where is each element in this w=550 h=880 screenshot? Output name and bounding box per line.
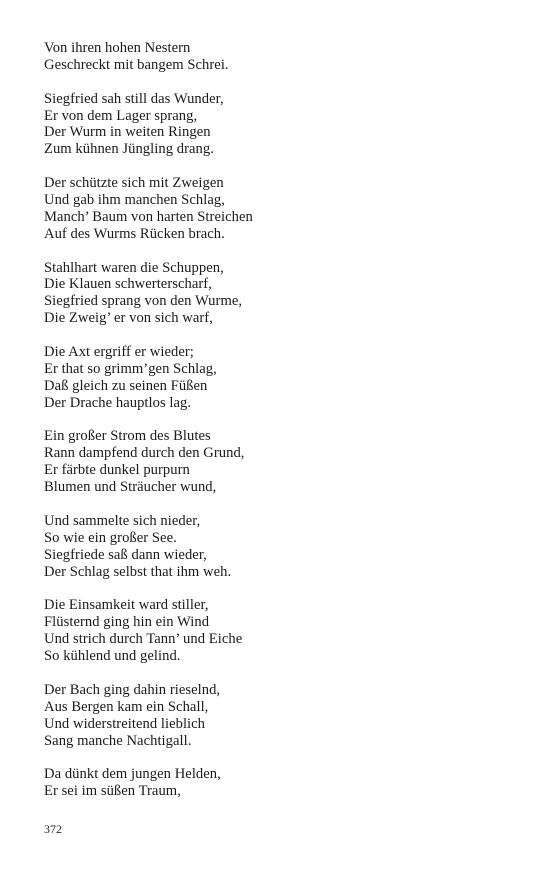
stanza-5 — [44, 344, 524, 412]
poem-line: Die Axt ergriff er wieder; — [44, 344, 194, 361]
poem-line: Da dünkt dem jungen Helden, — [44, 766, 221, 783]
poem-line: Der Drache hauptlos lag. — [44, 394, 192, 411]
poem-line: Sang manche Nachtigall. — [44, 732, 192, 749]
poem-line: Der Bach ging dahin rieselnd, — [44, 681, 221, 698]
poem-line: Er von dem Lager sprang, — [44, 107, 198, 124]
poem-line: Und strich durch Tann’ und Eiche — [44, 631, 243, 648]
stanza-9 — [44, 682, 524, 750]
poem-line: Die Klauen schwerterscharf, — [44, 276, 212, 293]
poem-line: So kühlend und gelind. — [44, 648, 181, 665]
poem-line: Siegfried sah still das Wunder, — [44, 90, 224, 107]
poem-line: Manch’ Baum von harten Streichen — [44, 208, 253, 225]
poem-line: Siegfried sprang von den Wurme, — [44, 293, 243, 310]
poem-line: Zum kühnen Jüngling drang. — [44, 141, 214, 158]
poem-line: Und widerstreitend lieblich — [44, 715, 206, 732]
poem-line: Auf des Wurms Rücken brach. — [44, 225, 225, 242]
poem-line: Blumen und Sträucher wund, — [44, 479, 217, 496]
stanza-4 — [44, 260, 524, 328]
poem-line: Die Einsamkeit ward stiller, — [44, 597, 209, 614]
stanza-3 — [44, 175, 524, 243]
poem-line: Er färbte dunkel purpurn — [44, 462, 190, 479]
poem-line: Er sei im süßen Traum, — [44, 783, 181, 800]
stanza-2 — [44, 91, 524, 159]
poem-line: Die Zweig’ er von sich warf, — [44, 310, 213, 327]
poem-line: Aus Bergen kam ein Schall, — [44, 698, 209, 715]
poem-line: Und sammelte sich nieder, — [44, 512, 201, 529]
stanza-6 — [44, 428, 524, 496]
poem-line: Geschreckt mit bangem Schrei. — [44, 56, 229, 73]
poem-line: Flüsternd ging hin ein Wind — [44, 614, 210, 631]
poem-line: Der Schlag selbst that ihm weh. — [44, 563, 232, 580]
poem-line: Und gab ihm manchen Schlag, — [44, 192, 225, 209]
poem-line: Der Wurm in weiten Ringen — [44, 124, 211, 141]
poem-body — [44, 40, 524, 817]
poem-line: Ein großer Strom des Blutes — [44, 428, 211, 445]
poem-line: Von ihren hohen Nestern — [44, 40, 191, 56]
stanza-10 — [44, 766, 524, 800]
poem-line: Daß gleich zu seinen Füßen — [44, 377, 208, 394]
poem-line: So wie ein großer See. — [44, 529, 177, 546]
poem-line: Rann dampfend durch den Grund, — [44, 445, 245, 462]
stanza-1 — [44, 40, 524, 74]
stanza-8 — [44, 597, 524, 665]
poem-line: Er that so grimm’gen Schlag, — [44, 360, 217, 377]
poem-line: Siegfriede saß dann wieder, — [44, 546, 207, 563]
poem-line: Stahlhart waren die Schuppen, — [44, 259, 224, 276]
stanza-7 — [44, 513, 524, 581]
poem-line: Der schützte sich mit Zweigen — [44, 175, 224, 192]
page-number: 372 — [44, 822, 62, 836]
